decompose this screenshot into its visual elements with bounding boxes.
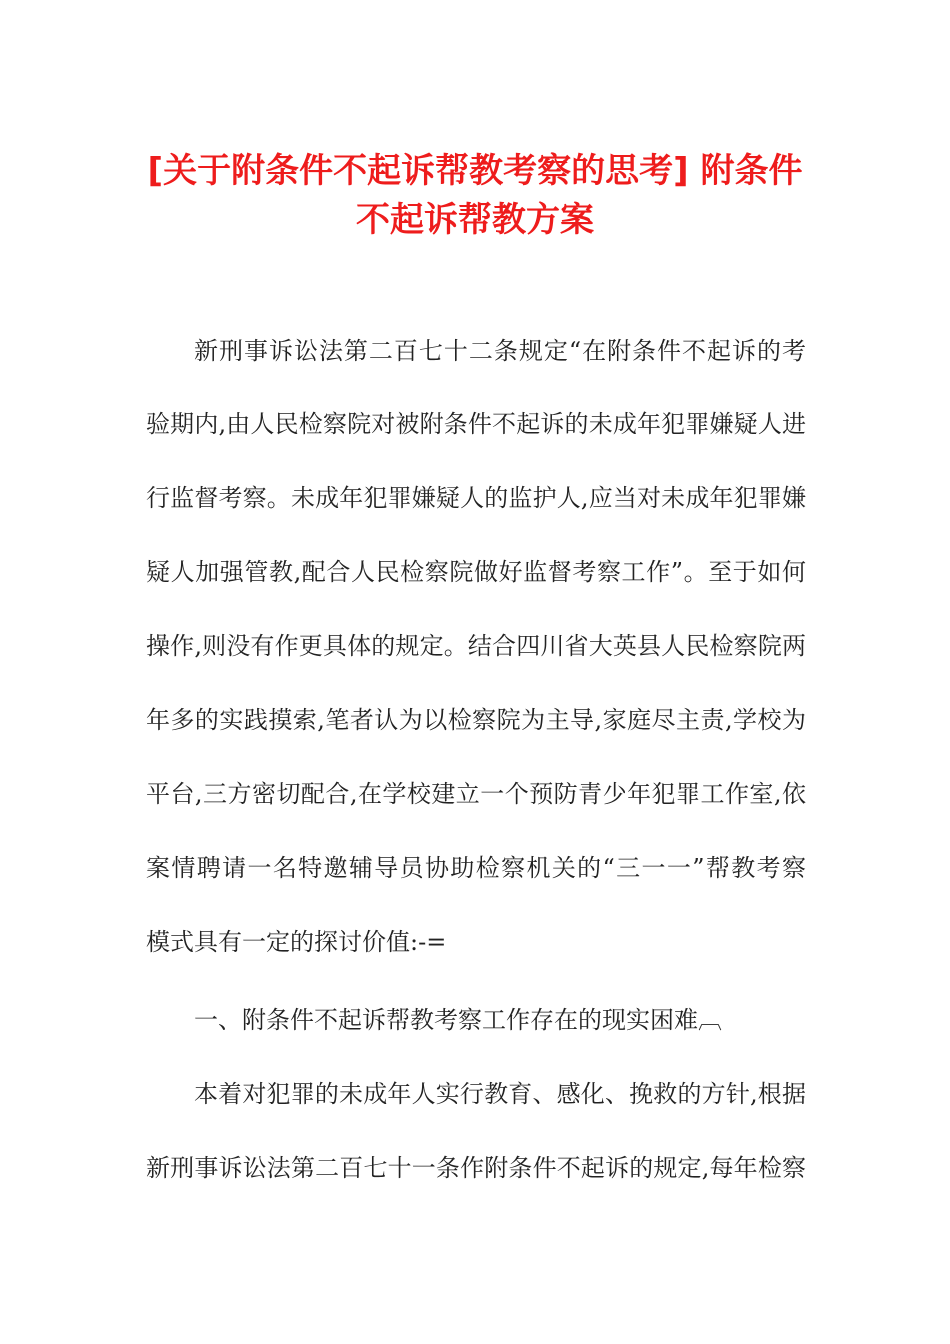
paragraph-line: 模式具有一定的探讨价值:-= bbox=[146, 928, 447, 956]
paragraph-line: 疑人加强管教,配合人民检察院做好监督考察工作”。至于如何 bbox=[146, 558, 806, 586]
paragraph-line: 操作,则没有作更具体的规定。结合四川省大英县人民检察院两 bbox=[146, 632, 806, 660]
paragraph-line: 案情聘请一名特邀辅导员协助检察机关的“三一一”帮教考察 bbox=[146, 854, 806, 882]
document-title-line-2: 不起诉帮教方案 bbox=[356, 200, 594, 240]
section-heading: 一、附条件不起诉帮教考察工作存在的现实困难︹ bbox=[194, 1006, 722, 1034]
paragraph-line: 平台,三方密切配合,在学校建立一个预防青少年犯罪工作室,依 bbox=[146, 780, 806, 808]
paragraph-line: 验期内,由人民检察院对被附条件不起诉的未成年犯罪嫌疑人进 bbox=[146, 410, 806, 438]
document-title-line-1: [关于附条件不起诉帮教考察的思考] 附条件 bbox=[147, 151, 803, 191]
paragraph-line: 行监督考察。未成年犯罪嫌疑人的监护人,应当对未成年犯罪嫌 bbox=[146, 484, 806, 512]
paragraph-line: 新刑事诉讼法第二百七十一条作附条件不起诉的规定,每年检察 bbox=[146, 1154, 806, 1182]
paragraph-line: 年多的实践摸索,笔者认为以检察院为主导,家庭尽主责,学校为 bbox=[146, 706, 806, 734]
paragraph-line: 本着对犯罪的未成年人实行教育、感化、挽救的方针,根据 bbox=[194, 1080, 806, 1108]
paragraph-line: 新刑事诉讼法第二百七十二条规定“在附条件不起诉的考 bbox=[194, 337, 806, 365]
